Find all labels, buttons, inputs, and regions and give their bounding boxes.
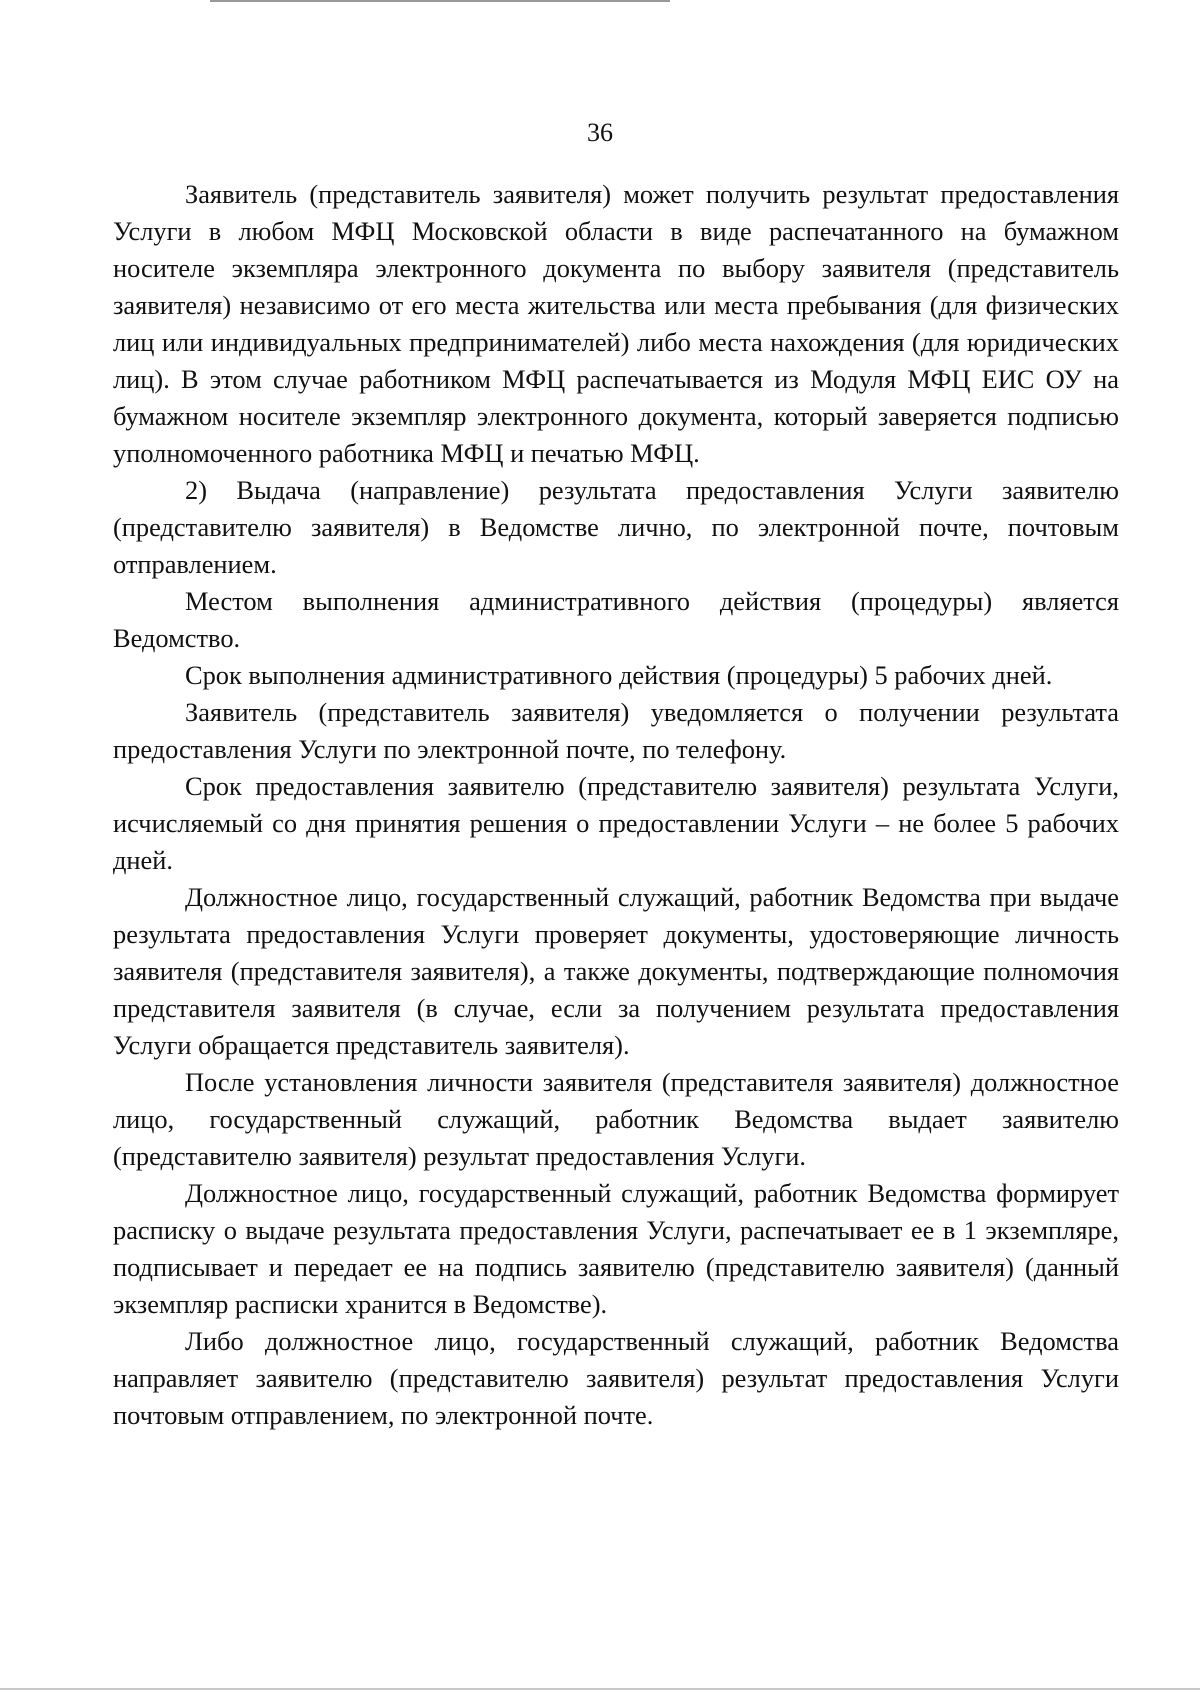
paragraph-action-deadline: Срок выполнения административного действия (процедуры) 5 рабочих дней. — [185, 660, 1053, 690]
paragraph-issue-result: После установления личности заявителя (представителя заявителя) должностное лицо, государственный служащий, работник Ведомства выдает заявителю (представителю заявителя) результат предоставления Услуги. — [113, 1067, 1119, 1171]
paragraph-notification: Заявитель (представитель заявителя) уведомляется о получении результата предоставления Услуги по электронной почте, по телефону. — [113, 697, 1119, 764]
document-body — [113, 176, 1119, 1434]
page-number: 36 — [587, 118, 613, 147]
paragraph-mfc-result: Заявитель (представитель заявителя) может получить результат предоставления Услуги в любом МФЦ Московской области в виде распечатанного на бумажном носителе экземпляра электронного документа по выбору заявителя (представитель заявителя) независимо от его места жительства или места пребывания (для физических лиц или индивидуальных предпринимателей) либо места нахождения (для юридических лиц). В этом случае работником МФЦ распечатывается из Модуля МФЦ ЕИС ОУ на бумажном носителе экземпляр электронного документа, который заверяется подписью уполномоченного работника МФЦ и печатью МФЦ. — [113, 179, 1119, 468]
paragraph-place-of-action: Местом выполнения административного действия (процедуры) является Ведомство. — [113, 586, 1119, 653]
paragraph-delivery-deadline: Срок предоставления заявителю (представителю заявителя) результата Услуги, исчисляемый со дня принятия решения о предоставлении Услуги – не более 5 рабочих дней. — [113, 771, 1119, 875]
scan-edge-line-bottom — [0, 1688, 1200, 1690]
paragraph-postal-delivery: Либо должностное лицо, государственный служащий, работник Ведомства направляет заявителю (представителю заявителя) результат предоставления Услуги почтовым отправлением, по электронной почте. — [113, 1326, 1119, 1430]
scan-edge-line — [210, 0, 670, 2]
paragraph-identity-check: Должностное лицо, государственный служащий, работник Ведомства при выдаче результата предоставления Услуги проверяет документы, удостоверяющие личность заявителя (представителя заявителя), а также документы, подтверждающие полномочия представителя заявителя (в случае, если за получением результата предоставления Услуги обращается представитель заявителя). — [113, 882, 1119, 1060]
paragraph-issuance-method: 2) Выдача (направление) результата предоставления Услуги заявителю (представителю заявителя) в Ведомстве лично, по электронной почте, почтовым отправлением. — [113, 475, 1119, 579]
paragraph-receipt: Должностное лицо, государственный служащий, работник Ведомства формирует расписку о выдаче результата предоставления Услуги, распечатывает ее в 1 экземпляре, подписывает и передает ее на подпись заявителю (представителю заявителя) (данный экземпляр расписки хранится в Ведомстве). — [113, 1178, 1119, 1319]
